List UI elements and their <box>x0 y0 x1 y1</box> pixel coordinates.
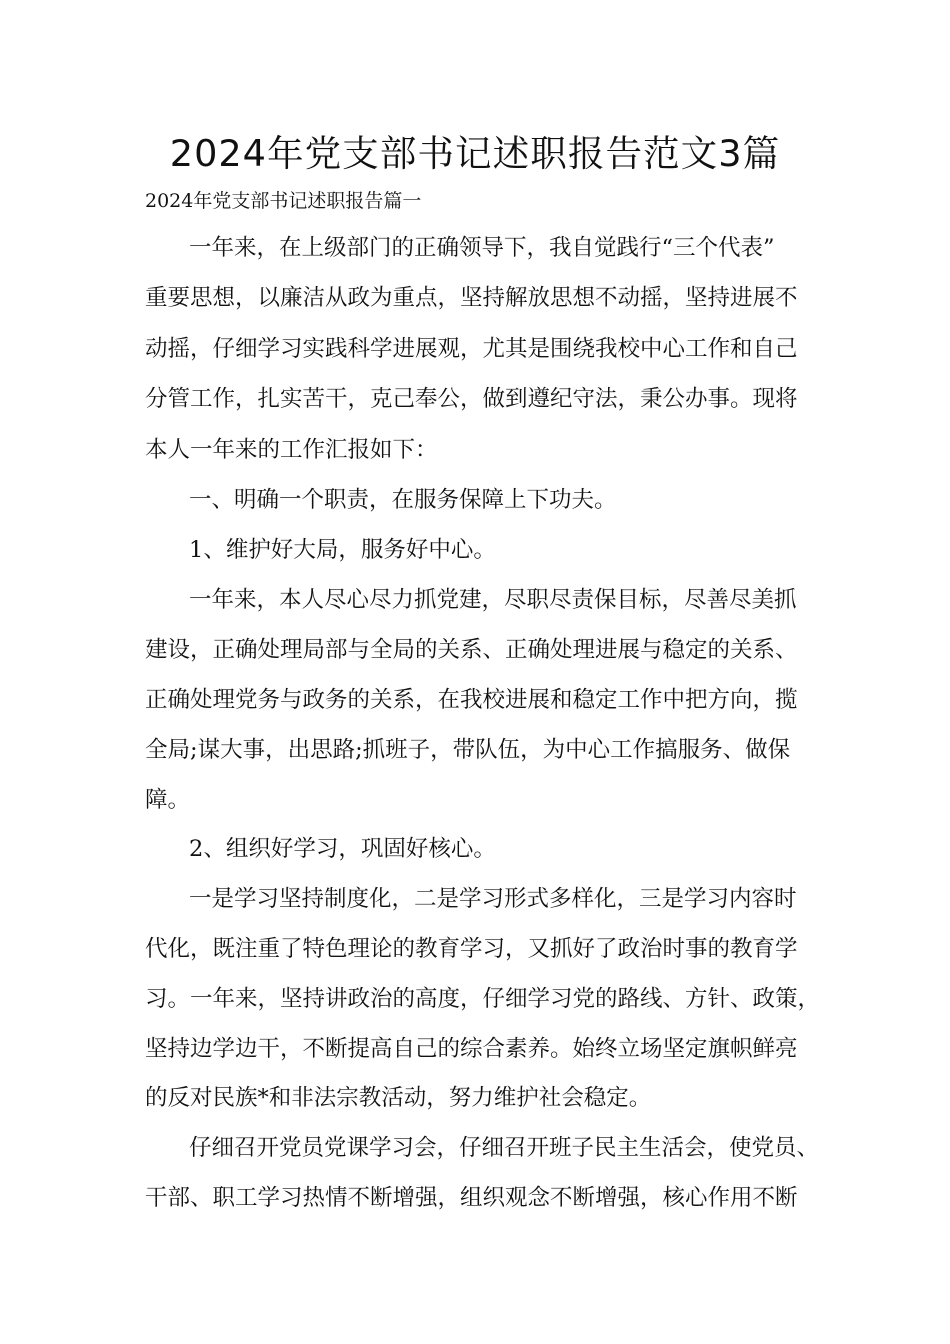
body-line: 一是学习坚持制度化，二是学习形式多样化，三是学习内容时 <box>189 886 797 912</box>
body-line: 重要思想，以廉洁从政为重点，坚持解放思想不动摇，坚持进展不 <box>145 285 798 311</box>
section-heading: 一、明确一个职责，在服务保障上下功夫。 <box>189 487 617 513</box>
body-line: 动摇，仔细学习实践科学进展观，尤其是围绕我校中心工作和自己 <box>145 336 798 362</box>
body-line: 一年来，本人尽心尽力抓党建，尽职尽责保目标，尽善尽美抓 <box>189 587 797 613</box>
body-line: 坚持边学边干，不断提高自己的综合素养。始终立场坚定旗帜鲜亮 <box>145 1036 798 1062</box>
body-line: 障。 <box>145 787 191 813</box>
body-line: 代化，既注重了特色理论的教育学习，又抓好了政治时事的教育学 <box>145 936 798 962</box>
subsection-heading: 2、组织好学习，巩固好核心。 <box>189 836 496 862</box>
document-title: 2024年党支部书记述职报告范文3篇 <box>169 132 781 175</box>
body-line: 正确处理党务与政务的关系，在我校进展和稳定工作中把方向，揽 <box>145 687 798 713</box>
body-line: 建设，正确处理局部与全局的关系、正确处理进展与稳定的关系、 <box>145 637 798 663</box>
body-line: 分管工作，扎实苦干，克己奉公，做到遵纪守法，秉公办事。现将 <box>145 386 798 412</box>
body-line: 本人一年来的工作汇报如下： <box>145 437 438 463</box>
body-line: 全局;谋大事，出思路;抓班子，带队伍，为中心工作搞服务、做保 <box>145 737 791 763</box>
subsection-heading: 1、维护好大局，服务好中心。 <box>189 537 496 563</box>
body-line: 习。一年来，坚持讲政治的高度，仔细学习党的路线、方针、政策， <box>145 986 821 1012</box>
body-line: 一年来，在上级部门的正确领导下，我自觉践行“三个代表” <box>189 235 775 261</box>
body-line: 的反对民族*和非法宗教活动，努力维护社会稳定。 <box>145 1085 652 1111</box>
document-subtitle: 2024年党支部书记述职报告篇一 <box>145 190 422 212</box>
body-line: 仔细召开党员党课学习会，仔细召开班子民主生活会，使党员、 <box>189 1135 820 1161</box>
body-line: 干部、职工学习热情不断增强，组织观念不断增强，核心作用不断 <box>145 1185 798 1211</box>
